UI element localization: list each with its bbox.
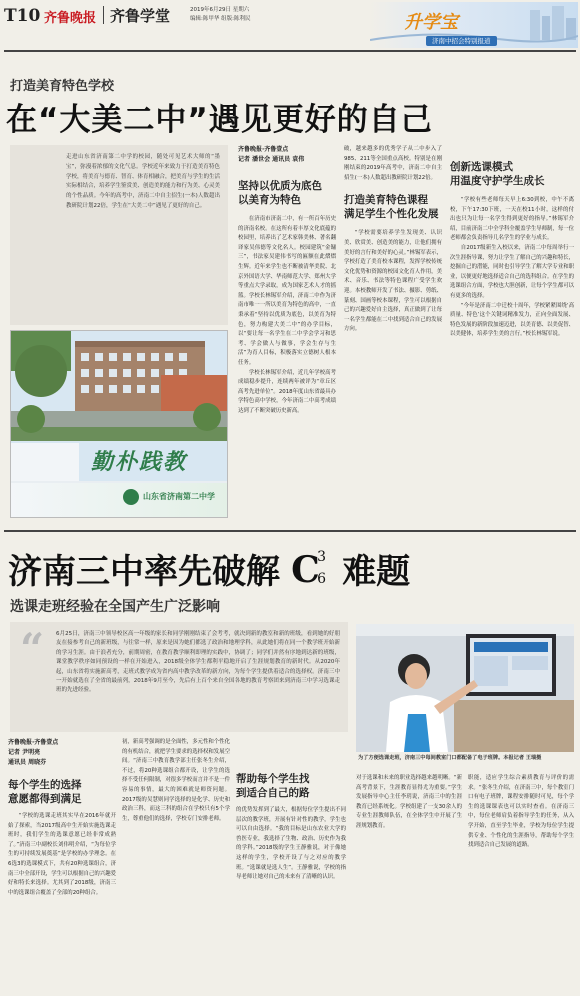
school-name: 山东省济南第二中学 [143, 492, 215, 501]
story2-headline-part1: 济南三中率先破解 [8, 552, 280, 592]
editor-credit: 编辑:陈甲华 [190, 16, 220, 22]
c-subscript: 6 [317, 570, 327, 587]
story2-body-4: 对于选课和未来的职业选择越来越明晰。“新高考背景下，生涯教育显得尤为重要。”学生发展指导中心主任李玥说，济南三中的生涯教育已经系统化。学校组建了一支30余人的专业生涯教师队伍，在全体学生中开展了生涯规划教育。 [356, 775, 462, 829]
story1-photo [10, 330, 228, 518]
story1-column-1 [238, 145, 336, 520]
story1-body-7: “今年是济南二中迁校十周年，学校紧紧围绕‘高质量、特色’这个关键词精准发力，正向全面发展、特色发展的新阶段加速迈进，以美育德、以美促智、以美健体，培养学生美的言行。”校长林锡军说。 [450, 302, 574, 338]
story1-body-6: 自2017级新生入校以来，济南二中每周举行一次生涯指导课，努力让学生了解自己的兴趣和特长，挖掘自己的潜能，同时也引导学生了解大学专业和职业，以便更好地选择适合自己的选科组合。在学生的选课组合方面，学校也大胆创新，让每个学生都可以有更多的选择。 [450, 244, 574, 299]
page-number: T10 [4, 6, 41, 26]
story2-column-1 [8, 738, 116, 990]
story1-subhead-3: 创新选课模式 用温度守护学生成长 [450, 161, 545, 187]
header-banner [370, 2, 578, 48]
story2-column-3 [236, 738, 346, 990]
story1-body-4: “学校需要培养学生发现美、认识美、欣赏美、创造美的能力，让他们拥有美好的言行和美好的心灵。”林锡军表示，学校打造了美育校本课程，发挥学校传统文化优势和资源的校园文化育人作用，美术、音乐、书法等特色课程广受学生欢迎。本校教师开发了书法、摄影、剪纸、篆刻、国画等校本课程，学生可以根据自己的兴趣爱好自主选择，真正做到了让每一名学生都能在二中找到适合自己的发展方向。 [344, 230, 442, 333]
story1-column-3 [450, 160, 574, 520]
story1-body-5: “学校有些老师每天早上6:30到校，中午不离校，下午17:30下班，一天在校11小时，这样的付出也只为让每一名学生得到更好的指导。”林锡军介绍，目前济南二中全学科全覆盖学生导师制，每一位老师都会负责指导几名学生的学业与成长。 [450, 197, 574, 242]
story2-column-5 [468, 774, 574, 990]
story2-column-4 [356, 774, 462, 990]
story2-lead-box [10, 622, 348, 732]
story1-lead-box [10, 145, 228, 325]
weekday: 星期六 [232, 7, 250, 13]
story2-body-1: “学校的选课走班其实早在2016年就开始了探索，当2017级高中生开始实施选课走班时，我们学生的选课意愿已经非常成熟了。”济南三中副校长刘伟明介绍，“为每位学生的可持续发展奠基”是学校的办学理念。在6选3的选课模式下，共有20种选课组合，济南三中全部开设，学生可以根据自己的兴趣爱好和特长来选择。尤其到了2018级，济南三中的选课组合覆盖了全部的20种组合。 [8, 813, 116, 896]
story2-lead: 6月25日，济南三中领导校区高一年级的家长和同学刚刚结束了会考考，就决到新的教室和新的班级，看到她的好朋友在接参考自己的新班级，与往常一样，原来是因为她们都选了政治和地理学科，从此她们将在同一个教学班开始新的学习生涯。由于浪者充分，前期周密，在教育教学顺利即理的实践中，协调了；同学们并然有序地到达新的班级，课堂教学秩序如同预设的一样在开始进入，2018级全体学生都利平稳地开启了生涯规划教育的新时代。从2020年起，山东省将实施新高考，走班式教学成为省内高中教学改革的新方向，为每个学生提供着适合的选择权。济南三中一开始就选在了全省的最前列，2018年9月至今，先后有上百个来自全国各地的教育考察团来到济南三中学习选课走班的先进经验。 [56, 631, 340, 694]
section-title: 齐鲁学堂 [110, 7, 171, 25]
story2-byline: 齐鲁晚报·齐鲁壹点 记者 尹明亮 通讯员 周晓芬 [8, 739, 59, 766]
story1-body-2: 学校长林锡军介绍，近几年学校高考成绩稳步提升，连续两年被评为“章丘区高考先进单位”。2018年度山东省最具办学特色高中学校，今年济南二中高考成绩达到了不断突破历史新高。 [238, 369, 336, 414]
student-smartboard-image [356, 624, 574, 752]
issue-date: 2019年6月29日 [190, 7, 231, 13]
story1-body-3: 破，越来越多的优秀学子从二中步入了985、211等全国重点高校。特别是在刚刚结束的2019年高考中，济南二中自主招生(一本)人数超出教研院计划22倍。 [344, 146, 442, 181]
story2-photo [356, 624, 574, 752]
story1-byline: 齐鲁晚报·齐鲁壹点 记者 潘世会 通讯员 袁伟 [238, 146, 305, 163]
story1-subhead-1: 坚持以优质为底色 以美育为特色 [238, 180, 322, 206]
story2-column-2 [122, 738, 230, 990]
story2-body-2: 初，新高考强调的是全面性，多元性和个性化的有机结合，就把学生要求的选择权和发展空间。“济南三中教育教学部主任张冬生介绍，不过，将20种选课组合都开设，让学生的选择不受任何限制，对很多学校而言并不是一件容易的事情，最大的困难就是师资问题。2017级的吴慧则同学选择的是化学、历史和政治三科，而这三科的组合在学校只有5个学生，尊重他们的选择，学校专门安排老师。 [122, 739, 230, 822]
story1-kicker: 打造美育特色学校 [10, 79, 115, 94]
story2-subhead-1: 每个学生的选择 意愿都得到满足 [8, 779, 82, 805]
school-logo-icon [123, 489, 139, 505]
story1-subhead-2: 打造美育特色课程 满足学生个性化发展 [344, 194, 439, 221]
c-notation [289, 549, 333, 589]
newspaper-name: 齐鲁晚报 [44, 11, 97, 26]
story2-headline-part2: 难题 [342, 552, 411, 592]
story2-deck: 选课走班经验在全国产生广泛影响 [10, 599, 220, 615]
c-superscript: 3 [317, 548, 327, 565]
story2-headline [8, 544, 410, 590]
story1-lead: 走进山东省济南第二中学的校园，随处可见艺术大师的“墨宝”，弥漫着浓郁的文化气息。学校近年来致力于打造美育特色学校，将美育与德育、智育、体育相融合，把美育与学生的生活实际相结合，培养学生鉴赏美、创造美的能力和行为美、心灵美的个性品质。今年的高考中，济南二中自主招生(一本)人数超出教研院计划22倍，学生在“大美二中”遇见了更好的自己。 [66, 154, 220, 209]
story2-subhead-2: 帮助每个学生找 到适合自己的路 [236, 773, 310, 799]
photo-caption: 为了方便选课走班，济南三中每间教室门口都配备了电子班牌。本报记者 王瑞摄 [358, 755, 542, 761]
designer-credit: 组版:陈利民 [221, 16, 251, 22]
badge-title: 升学宝 [404, 12, 458, 33]
school-address-panel [11, 443, 79, 481]
school-motto: 勤朴践教 [91, 450, 188, 475]
story2-body-3: 的优势发挥到了最大，根据每位学生提出不同层次的教学班，开展有针对性的教学，学生也可以自由选择。“我的目标是山东农业大学的兽医专业，我选择了生物、政治、历史作为我的学科。”2018级的学生王静雅说，对于像她这样的学生，学校开设了与之对应的教学班。“选课就是选人生”。王静雅说，学校的指导老师让她对自己的未来有了清晰的认识。 [236, 807, 346, 881]
quote-mark-icon: “ [20, 624, 45, 673]
page-header [0, 0, 580, 52]
story1-column-2 [344, 145, 442, 520]
badge-subtitle: 济南中招会特别报道 [426, 36, 497, 46]
c-letter: C [291, 548, 320, 591]
story1-body-1: 在济南市济南二中，有一所百年历史的济南名校。在这所有着丰厚文化底蕴的校园里，培养出了艺术家韩美林、著名翻译家吴伟德等文化名人。校园建筑“金镛三”，书法家吴建伟书写的匾额在此熠熠生辉。近年来学生也不断被清华美院、北京外国语大学、华南师范大学、郑州大学等重点大学录取，成为国家艺术人才的摇篮。学校长林锡军介绍，济南二中作为济南市唯一一所以美育为特色的高中，一直秉承着“坚持以优质为底色，以美育为特色，努力构建大美二中”的办学目标，以“要让每一名学生在二中学会学习和思考、学会做人与做事，学会生存与生活”为育人目标，积极落实立德树人根本任务。 [238, 216, 336, 366]
story1-headline: 在“大美二中”遇见更好的自己 [6, 102, 433, 138]
story2-body-5: 职能，适应学生综合素质教育与评价的需求。“张冬生介绍，在济南三中，每个教室门口有电子班牌，课程安排随时可见，每个学生的选课课表也可以实时查看。在济南三中，每位老师肩负着指导学生的任务，从入学开始，直至学生毕业，学校为每位学生提供专业、个性化的生涯指导，帮助每个学生找到适合自己发展的道路。 [468, 775, 574, 849]
